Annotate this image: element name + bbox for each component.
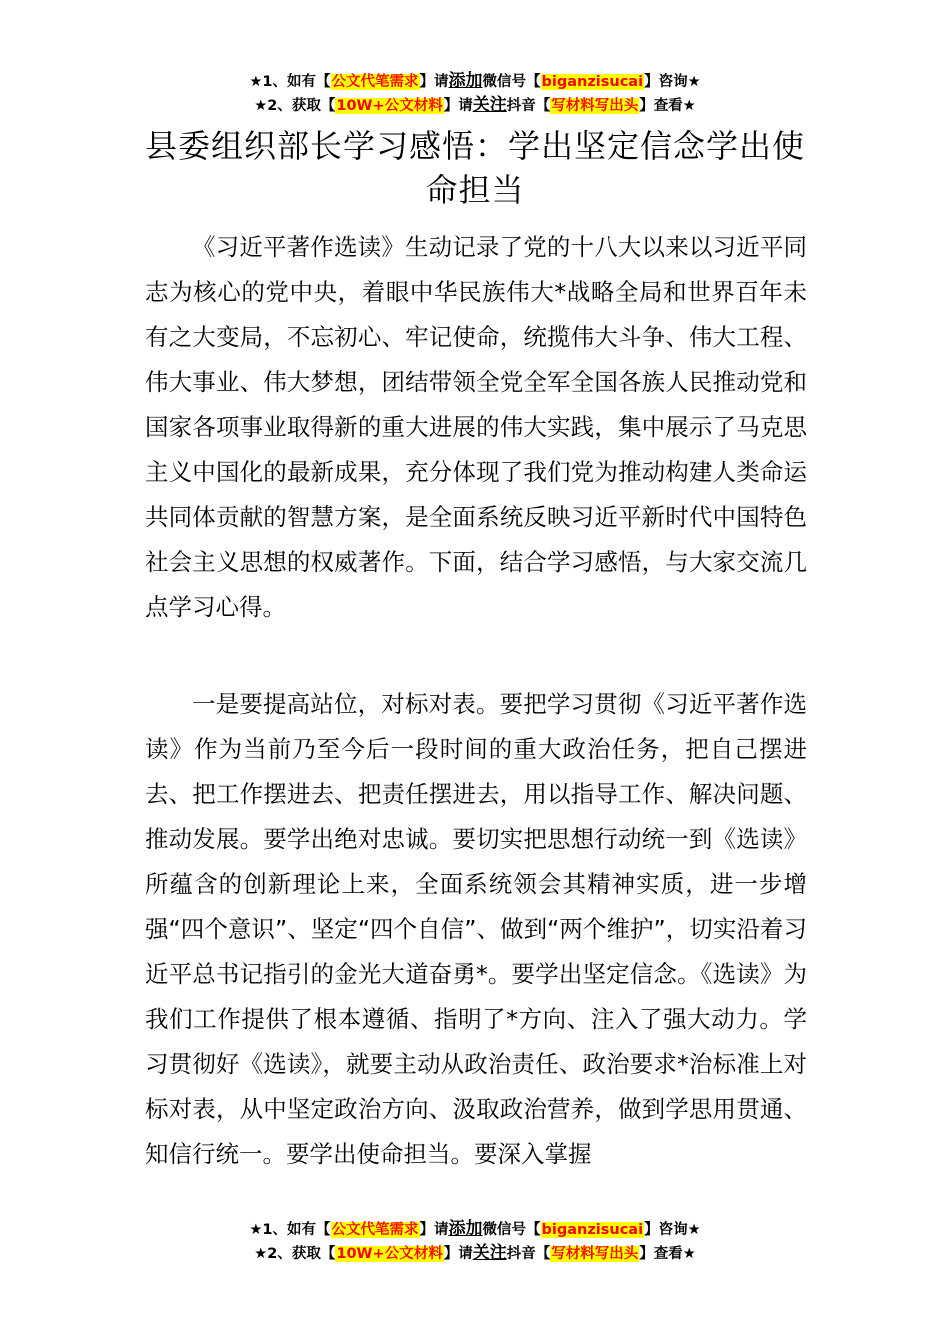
banner-highlight: biganzisucai xyxy=(541,1222,644,1238)
banner-text: 】请 xyxy=(419,1222,449,1238)
banner-line-2 xyxy=(0,1242,950,1266)
header-banner xyxy=(0,70,950,118)
banner-line-1 xyxy=(0,1218,950,1242)
banner-underlined: 添加 xyxy=(448,71,483,91)
banner-text: 】请 xyxy=(443,1246,473,1262)
banner-highlight: 10W+公文材料 xyxy=(336,1246,443,1262)
banner-highlight: 公文代笔需求 xyxy=(331,1222,419,1238)
banner-highlight: 写材料写出头 xyxy=(551,98,639,114)
banner-text: ★1、如有【 xyxy=(249,1222,331,1238)
banner-line-1 xyxy=(0,70,950,94)
banner-highlight: 10W+公文材料 xyxy=(336,98,443,114)
banner-underlined: 关注 xyxy=(472,1243,507,1263)
banner-highlight: 公文代笔需求 xyxy=(331,74,419,90)
banner-text: ★1、如有【 xyxy=(249,74,331,90)
document-title: 县委组织部长学习感悟：学出坚定信念学出使命担当 xyxy=(145,127,806,209)
banner-text: ★2、获取【 xyxy=(254,1246,336,1262)
banner-text: 】请 xyxy=(419,74,449,90)
banner-highlight: biganzisucai xyxy=(541,74,644,90)
body-paragraph: 一是要提高站位，对标对表。要把学习贯彻《习近平著作选读》作为当前乃至今后一段时间的重大政治任务，把自己摆进去、把工作摆进去、把责任摆进去，用以指导工作、解决问题、推动发展。要学出绝对忠诚。要切实把思想行动统一到《选读》所蕴含的创新理论上来，全面系统领会其精神实质，进一步增强“四个意识”、坚定“四个自信”、做到“两个维护”，切实沿着习近平总书记指引的金光大道奋勇*。要学出坚定信念。《选读》为我们工作提供了根本遵循、指明了*方向、注入了强大动力。学习贯彻好《选读》，就要主动从政治责任、政治要求*治标准上对标对表，从中坚定政治方向、汲取政治营养，做到学思用贯通、知信行统一。要学出使命担当。要深入掌握 xyxy=(145,690,807,1168)
banner-text: 微信号【 xyxy=(482,1222,541,1238)
footer-banner xyxy=(0,1218,950,1266)
banner-text: 微信号【 xyxy=(482,74,541,90)
banner-text: 】咨询★ xyxy=(644,1222,701,1238)
banner-text: 】查看★ xyxy=(639,98,696,114)
banner-text: 】请 xyxy=(443,98,473,114)
banner-line-2 xyxy=(0,94,950,118)
banner-text: 】查看★ xyxy=(639,1246,696,1262)
banner-text: ★2、获取【 xyxy=(254,98,336,114)
banner-text: 抖音【 xyxy=(506,98,551,114)
banner-highlight: 写材料写出头 xyxy=(551,1246,639,1262)
banner-underlined: 关注 xyxy=(472,95,507,115)
banner-underlined: 添加 xyxy=(448,1219,483,1239)
banner-text: 】咨询★ xyxy=(644,74,701,90)
banner-text: 抖音【 xyxy=(506,1246,551,1262)
body-paragraph: 《习近平著作选读》生动记录了党的十八大以来以习近平同志为核心的党中央，着眼中华民族伟大*战略全局和世界百年未有之大变局，不忘初心、牢记使命，统揽伟大斗争、伟大工程、伟大事业、伟大梦想，团结带领全党全军全国各族人民推动党和国家各项事业取得新的重大进展的伟大实践，集中展示了马克思主义中国化的最新成果，充分体现了我们党为推动构建人类命运共同体贡献的智慧方案，是全面系统反映习近平新时代中国特色社会主义思想的权威著作。下面，结合学习感悟，与大家交流几点学习心得。 xyxy=(145,233,807,621)
